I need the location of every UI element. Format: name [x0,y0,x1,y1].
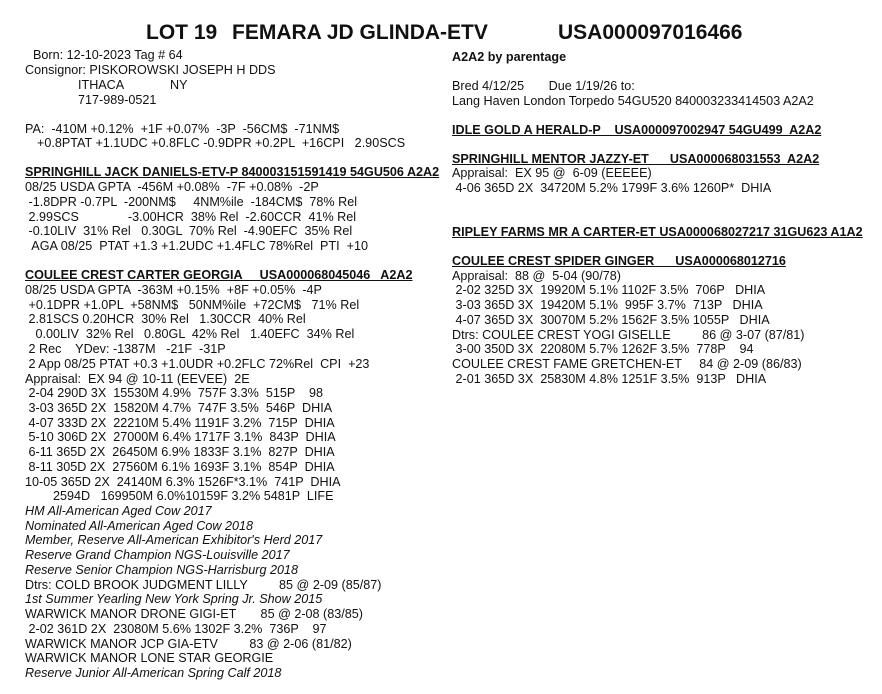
born-line: Born: 12-10-2023 Tag # 64 [33,48,183,62]
consignor-line: Consignor: PISKOROWSKI JOSEPH H DDS [25,63,276,77]
dam-line: +0.1DPR +1.0PL +58NM$ 50NM%ile +72CM$ 71% Rel [25,298,360,312]
sire-title: SPRINGHILL JACK DANIELS-ETV-P 840003151591419 54GU506 A2A2 [25,165,440,179]
daughter-honor: Reserve Junior All-American Spring Calf 2018 [25,666,282,680]
pedigree-line: 4-07 365D 3X 30070M 5.2% 1562F 3.5% 1055P DHIA [452,313,770,327]
sire-line: -0.10LIV 31% Rel 0.30GL 70% Rel -4.90EFC 35% Rel [25,224,353,238]
dam-line: 8-11 305D 2X 27560M 6.1% 1693F 3.1% 854P DHIA [25,460,335,474]
dam-line: 3-03 365D 2X 15820M 4.7% 747F 3.5% 546P DHIA [25,401,333,415]
lot-number: LOT 19 [146,21,218,44]
daughter-record: 2-02 361D 2X 23080M 5.6% 1302F 3.2% 736P 97 [25,622,327,636]
dam-line: 0.00LIV 32% Rel 0.80GL 42% Rel 1.40EFC 34% Rel [25,327,355,341]
pedigree-line: 3-03 365D 3X 19420M 5.1% 995F 3.7% 713P DHIA [452,298,763,312]
lot-header [0,21,882,49]
pa-line-1: PA: -410M +0.12% +1F +0.07% -3P -56CM$ -71NM$ [25,122,340,136]
daughter-line: WARWICK MANOR LONE STAR GEORGIE [25,651,274,665]
daughter-line: WARWICK MANOR JCP GIA-ETV 83 @ 2-06 (81/82) [25,637,352,651]
pa-line-2: +0.8PTAT +1.1UDC +0.8FLC -0.9DPR +0.2PL +16CPI 2.90SCS [37,136,406,150]
registration-number: USA000097016466 [558,21,743,44]
honor-line: Reserve Grand Champion NGS-Louisville 2017 [25,548,290,562]
dam-line: 5-10 306D 2X 27000M 6.4% 1717F 3.1% 843P DHIA [25,430,336,444]
consignor-state: NY [170,78,188,92]
pedigree-line: Dtrs: COULEE CREST YOGI GISELLE 86 @ 3-07 (87/81) [452,328,805,342]
honor-line: Reserve Senior Champion NGS-Harrisburg 2018 [25,563,298,577]
dam-line: 6-11 365D 2X 26450M 6.9% 1833F 3.1% 827P DHIA [25,445,335,459]
daughter-line: WARWICK MANOR DRONE GIGI-ET 85 @ 2-08 (83/85) [25,607,363,621]
pedigree-line: 4-06 365D 2X 34720M 5.2% 1799F 3.6% 1260P* DHIA [452,181,772,195]
dam-line: 2-04 290D 3X 15530M 4.9% 757F 3.3% 515P 98 [25,386,324,400]
dam-line: 4-07 333D 2X 22210M 5.4% 1191F 3.2% 715P DHIA [25,416,335,430]
pedigree-dam-1: SPRINGHILL MENTOR JAZZY-ET USA000068031553 A2A2 [452,152,820,166]
honor-line: HM All-American Aged Cow 2017 [25,504,212,518]
animal-name: FEMARA JD GLINDA-ETV [232,21,488,44]
honor-line: Nominated All-American Aged Cow 2018 [25,519,253,533]
dam-line: 08/25 USDA GPTA -363M +0.15% +8F +0.05% -4P [25,283,322,297]
consignor-phone: 717-989-0521 [78,93,157,107]
pedigree-line: 2-01 365D 3X 25830M 4.8% 1251F 3.5% 913P DHIA [452,372,767,386]
sire-line: -1.8DPR -0.7PL -200NM$ 4NM%ile -184CM$ 78% Rel [25,195,357,209]
dam-line: 2 App 08/25 PTAT +0.3 +1.0UDR +0.2FLC 72%Rel CPI +23 [25,357,370,371]
bred-line: Bred 4/12/25 Due 1/19/26 to: [452,79,635,93]
dam-line: 2.81SCS 0.20HCR 30% Rel 1.30CCR 40% Rel [25,312,306,326]
pedigree-line: COULEE CREST FAME GRETCHEN-ET 84 @ 2-09 (86/83) [452,357,802,371]
service-sire: Lang Haven London Torpedo 54GU520 840003233414503 A2A2 [452,94,814,108]
dam-line: Appraisal: EX 94 @ 10-11 (EEVEE) 2E [25,372,250,386]
pedigree-sire-2: RIPLEY FARMS MR A CARTER-ET USA000068027217 31GU623 A1A2 [452,225,863,239]
sire-line: AGA 08/25 PTAT +1.3 +1.2UDC +1.4FLC 78%Rel PTI +10 [25,239,369,253]
dam-line: 2 Rec YDev: -1387M -21F -31P [25,342,226,356]
sire-line: 08/25 USDA GPTA -456M +0.08% -7F +0.08% -2P [25,180,319,194]
dam-line: 10-05 365D 2X 24140M 6.3% 1526F*3.1% 741P DHIA [25,475,341,489]
sire-line: 2.99SCS -3.00HCR 38% Rel -2.60CCR 41% Rel [25,210,357,224]
consignor-city: ITHACA [78,78,125,92]
daughters-line: Dtrs: COLD BROOK JUDGMENT LILLY 85 @ 2-09 (85/87) [25,578,382,592]
honor-line: Member, Reserve All-American Exhibitor's Herd 2017 [25,533,323,547]
pedigree-line: 3-00 350D 3X 22080M 5.7% 1262F 3.5% 778P 94 [452,342,754,356]
dam-title: COULEE CREST CARTER GEORGIA USA000068045046 A2A2 [25,268,413,282]
a2-status: A2A2 by parentage [452,50,567,64]
pedigree-line: Appraisal: EX 95 @ 6-09 (EEEEE) [452,166,652,180]
daughter-honor: 1st Summer Yearling New York Spring Jr. Show 2015 [25,592,323,606]
pedigree-line: 2-02 325D 3X 19920M 5.1% 1102F 3.5% 706P DHIA [452,283,766,297]
pedigree-sire-1: IDLE GOLD A HERALD-P USA000097002947 54GU499 A2A2 [452,123,822,137]
pedigree-line: Appraisal: 88 @ 5-04 (90/78) [452,269,621,283]
pedigree-dam-2: COULEE CREST SPIDER GINGER USA000068012716 [452,254,786,268]
dam-line: 2594D 169950M 6.0%10159F 3.2% 5481P LIFE [25,489,334,503]
